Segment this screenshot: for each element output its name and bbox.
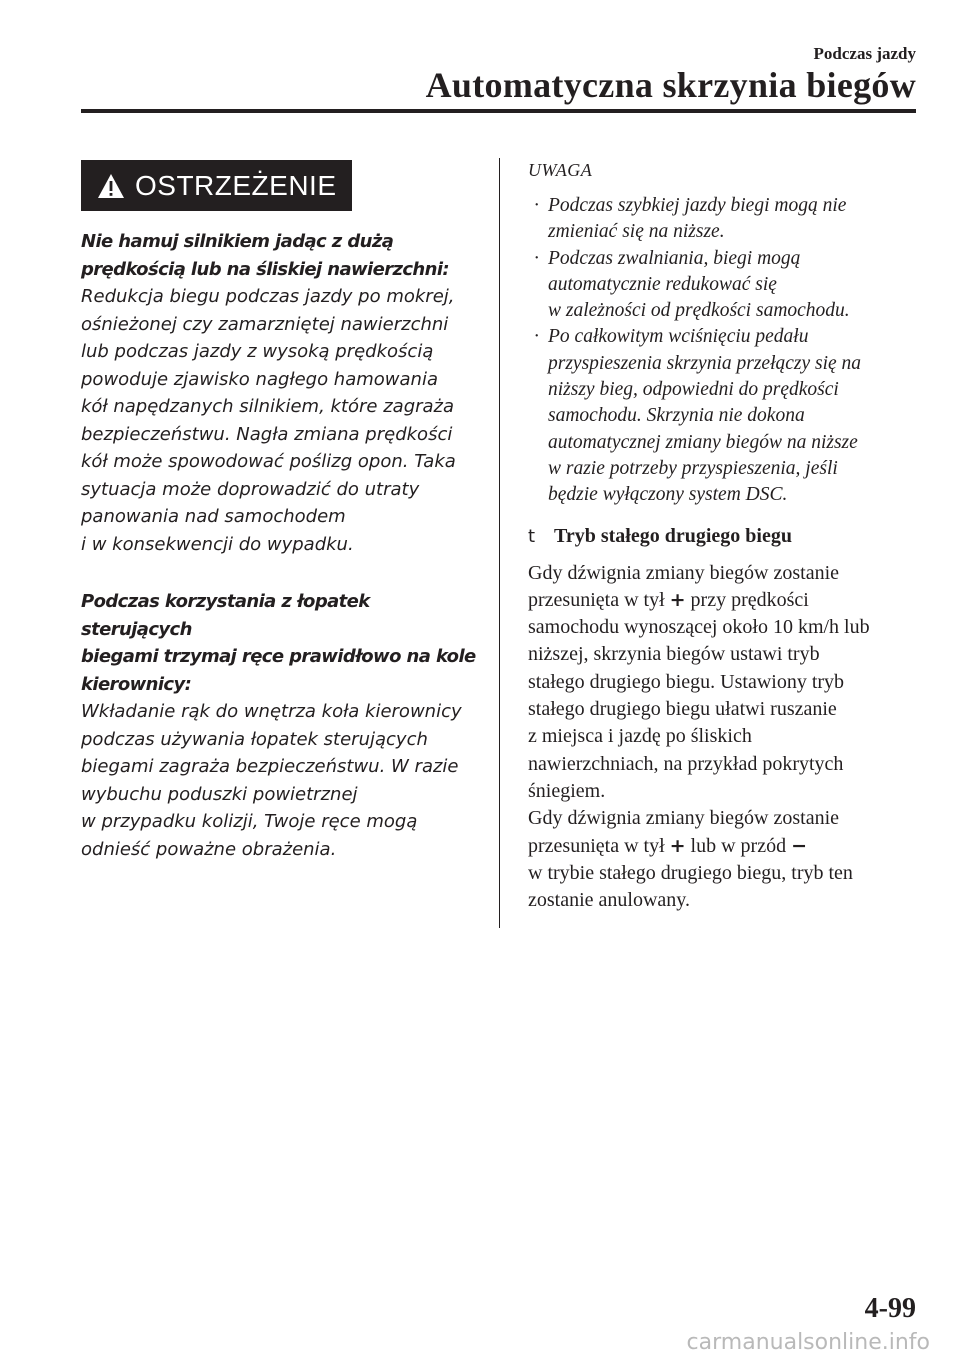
warning-body-line: podczas używania łopatek sterujących	[81, 728, 428, 750]
warning-body-line: bezpieczeństwu. Nagła zmiana prędkości	[81, 423, 453, 445]
warning-body-line: i w konsekwencji do wypadku.	[81, 533, 354, 555]
warning-body-line: sytuacja może doprowadzić do utraty	[81, 478, 420, 500]
plus-symbol: +	[669, 588, 686, 611]
warning-label: OSTRZEŻENIE	[135, 169, 337, 201]
page-title: Automatyczna skrzynia biegów	[425, 65, 916, 105]
warning-body-line: wybuchu poduszki powietrznej	[81, 783, 358, 805]
warning-body-line: biegami zagraża bezpieczeństwu. W razie	[81, 756, 459, 777]
warning-heading-line: kierownicy:	[81, 673, 192, 695]
note-title: UWAGA	[528, 160, 593, 180]
warning-body-line: panowania nad samochodem	[81, 506, 346, 527]
header-rule	[81, 109, 916, 113]
warning-body-line: odnieść poważne obrażenia.	[81, 838, 337, 860]
running-header-section: Podczas jazdy	[813, 44, 916, 63]
bullet: ·	[534, 326, 539, 348]
section-title: Tryb stałego drugiego biegu	[554, 524, 792, 547]
column-divider	[499, 158, 500, 928]
section-marker: t	[528, 525, 536, 547]
warning-heading-line: prędkością lub na śliskiej nawierzchni:	[81, 258, 450, 280]
warning-heading-line: biegami trzymaj ręce prawidłowo na kole	[81, 646, 476, 667]
section-paragraph: Gdy dźwignia zmiany biegów zostanie przesunięta w tył + lub w przód − w trybie stałego drugiego biegu, tryb ten zostanie anulowany.	[528, 807, 853, 912]
warning-body-line: powoduje zjawisko nagłego hamowania	[81, 368, 438, 390]
section-paragraph: Gdy dźwignia zmiany biegów zostanie przesunięta w tył + przy prędkości samochodu wynoszącej około 10 km/h lub niższej, skrzynia biegów ustawi tryb stałego drugiego biegu. Ustawiony tryb stałego drugiego biegu ułatwi ruszanie z miejsca i jazdę po śliskich nawierzchniach, na przykład pokrytych śniegiem.	[528, 561, 870, 802]
warning-body-line: lub podczas jazdy z wysoką prędkością	[81, 341, 434, 362]
warning-badge	[81, 160, 352, 211]
warning-body-line: kół napędzanych silnikiem, które zagraża	[81, 396, 455, 417]
warning-text	[81, 228, 481, 863]
warning-heading-line: Nie hamuj silnikiem jadąc z dużą	[81, 231, 394, 252]
warning-heading-line: Podczas korzystania z łopatek sterujących	[81, 591, 370, 640]
warning-body-line: Redukcja biegu podczas jazdy po mokrej,	[81, 286, 455, 307]
warning-body-line: w przypadku kolizji, Twoje ręce mogą	[81, 811, 418, 832]
note-item: · Podczas szybkiej jazdy biegi mogą nie zmieniać się na niższe.	[534, 195, 847, 243]
note-item: · Podczas zwalniania, biegi mogą automatycznie redukować się w zależności od prędkości samochodu.	[534, 247, 850, 322]
section-heading	[528, 525, 918, 548]
warning-triangle-icon	[97, 173, 125, 199]
right-column	[528, 160, 918, 914]
bullet: ·	[534, 247, 539, 269]
page-number: 4-99	[864, 1293, 916, 1324]
note-item: · Po całkowitym wciśnięciu pedału przyspieszenia skrzynia przełączy się na niższy bieg, odpowiedni do prędkości samochodu. Skrzynia nie dokona automatycznej zmiany biegów na niższe w razie potrzeby przyspieszenia, jeśli będzie wyłączony system DSC.	[534, 326, 862, 506]
warning-body-line: kół może spowodować poślizg opon. Taka	[81, 451, 456, 472]
bullet: ·	[534, 195, 539, 216]
warning-body-line: Wkładanie rąk do wnętrza koła kierownicy	[81, 701, 462, 722]
minus-symbol: −	[791, 834, 808, 857]
note-list	[528, 193, 918, 509]
watermark: carmanualsonline.info	[686, 1330, 930, 1355]
warning-body-line: ośnieżonej czy zamarzniętej nawierzchni	[81, 313, 449, 335]
plus-symbol: +	[669, 834, 686, 857]
